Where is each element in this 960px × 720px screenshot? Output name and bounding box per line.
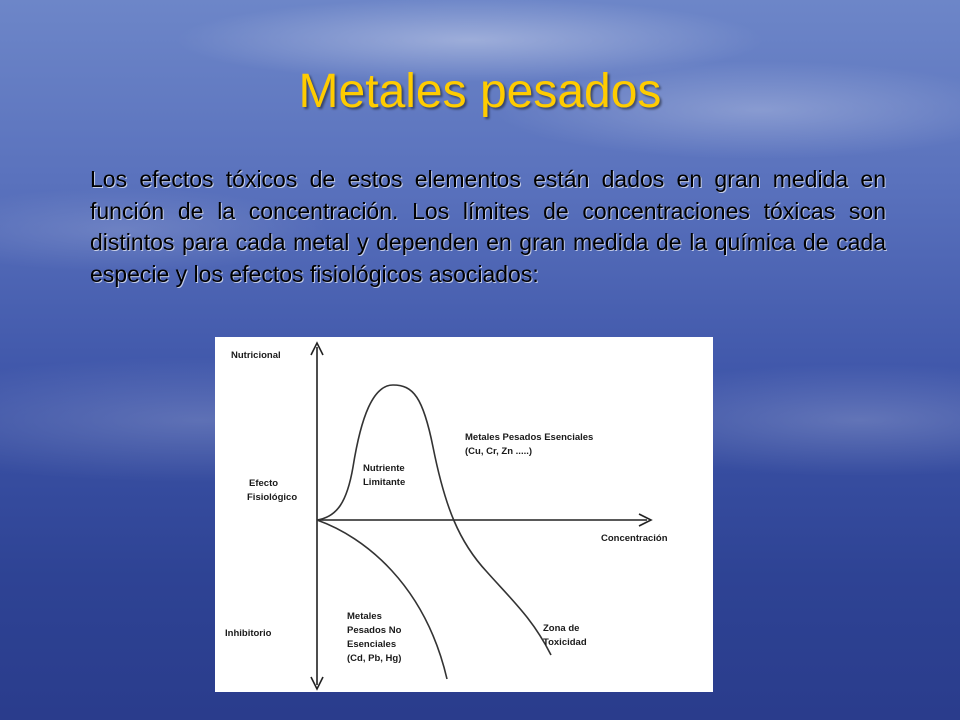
label-nutrient-2: Limitante — [363, 477, 406, 488]
label-nonessential-4: (Cd, Pb, Hg) — [347, 653, 402, 664]
slide-paragraph: Los efectos tóxicos de estos elementos están dados en gran medida en función de la concentración. Los límites de concentraciones tóxicas son distintos para cada metal y dependen en gran medida de la química de cada especie y los efectos fisiológicos asociados: — [90, 166, 886, 287]
label-nutricional: Nutricional — [231, 350, 281, 361]
label-efecto: Efecto — [249, 478, 279, 489]
label-toxic-1: Zona de — [543, 623, 580, 634]
label-nonessential-2: Pesados No — [347, 625, 402, 636]
label-essential-2: (Cu, Cr, Zn .....) — [465, 446, 533, 457]
label-nonessential-1: Metales — [347, 611, 382, 622]
slide-title: Metales pesados — [298, 65, 662, 118]
label-fisiologico: Fisiológico — [247, 492, 298, 503]
label-concentracion: Concentración — [601, 533, 668, 544]
label-nonessential-3: Esenciales — [347, 639, 397, 650]
label-toxic-2: Toxicidad — [543, 637, 587, 648]
diagram-svg — [215, 337, 713, 692]
label-essential-1: Metales Pesados Esenciales — [465, 432, 594, 443]
dose-response-diagram — [215, 337, 713, 692]
label-nutrient-1: Nutriente — [363, 463, 405, 474]
label-inhibitorio: Inhibitorio — [225, 628, 272, 639]
